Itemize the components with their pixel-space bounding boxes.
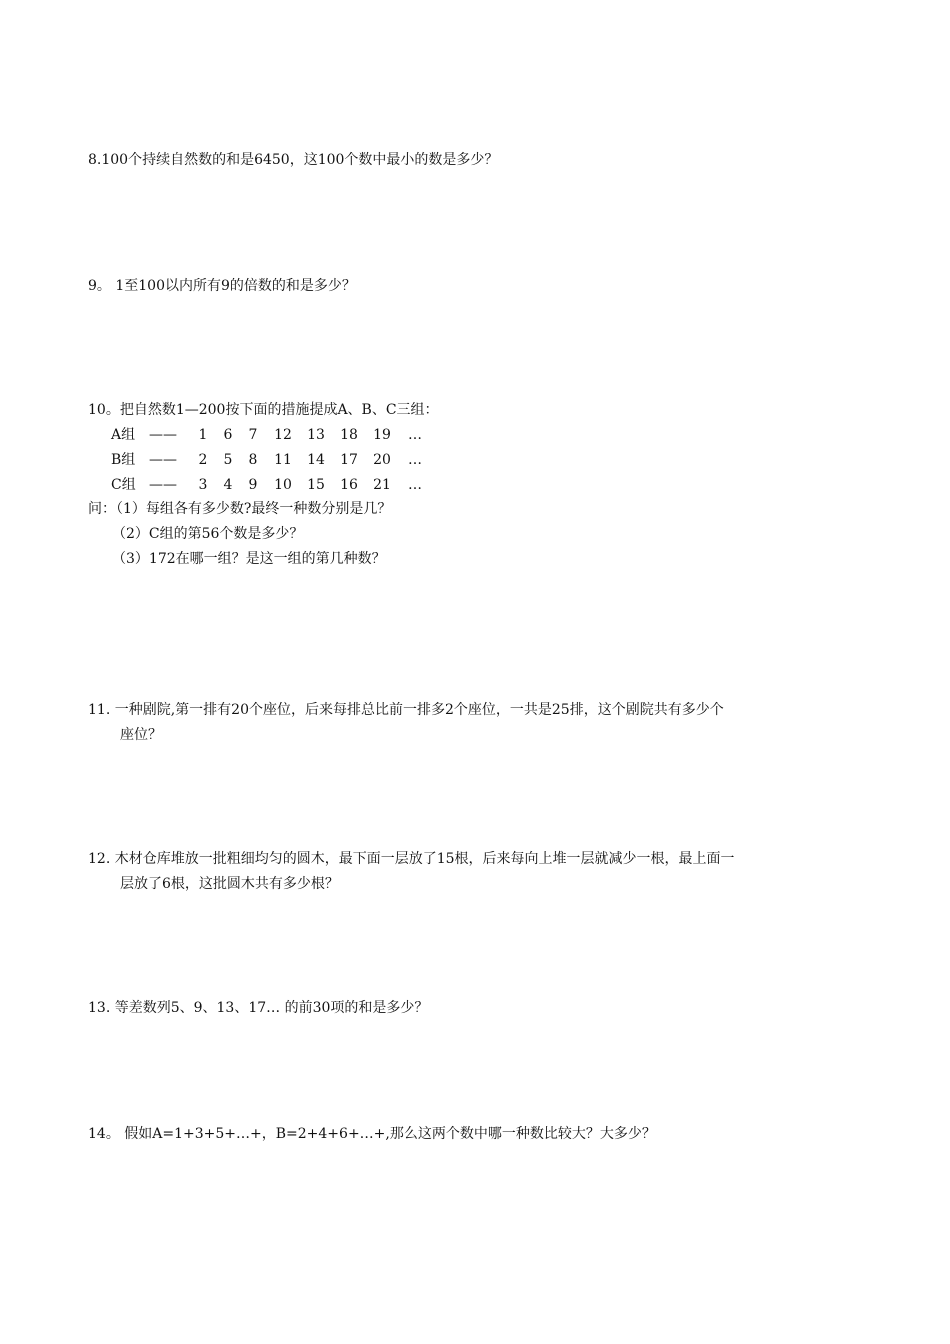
- group-value: 1: [198, 427, 208, 443]
- group-label: A组: [111, 427, 136, 443]
- group-ellipsis: …: [408, 427, 422, 443]
- question-12-line-2: 层放了6根，这批圆木共有多少根？: [120, 876, 339, 892]
- question-10-ask-3: （3）172在哪一组？是这一组的第几种数？: [112, 551, 386, 567]
- group-value: 18: [340, 427, 358, 443]
- group-value: 17: [340, 452, 358, 468]
- group-dash: ——: [149, 452, 177, 468]
- question-10-intro: 10。把自然数1—200按下面的措施提成A、B、C三组：: [88, 402, 439, 418]
- question-14: 14。 假如A=1+3+5+…+，B=2+4+6+…+,那么这两个数中哪一种数比较大？大多少？: [88, 1126, 656, 1142]
- group-dash: ——: [149, 477, 177, 493]
- group-value: 15: [307, 477, 325, 493]
- group-row-c: [111, 475, 451, 495]
- group-value: 11: [274, 452, 292, 468]
- group-dash: ——: [149, 427, 177, 443]
- group-value: 3: [198, 477, 208, 493]
- group-value: 5: [223, 452, 233, 468]
- group-value: 21: [373, 477, 391, 493]
- group-value: 13: [307, 427, 325, 443]
- group-value: 9: [248, 477, 258, 493]
- group-value: 2: [198, 452, 208, 468]
- group-value: 19: [373, 427, 391, 443]
- group-label: B组: [111, 452, 136, 468]
- question-9: 9。 1至100以内所有9的倍数的和是多少？: [88, 278, 356, 294]
- group-value: 16: [340, 477, 358, 493]
- group-row-a: [111, 425, 451, 445]
- group-value: 4: [223, 477, 233, 493]
- question-11-line-2: 座位？: [120, 727, 162, 743]
- group-value: 12: [274, 427, 292, 443]
- group-value: 20: [373, 452, 391, 468]
- question-10-ask-2: （2）C组的第56个数是多少？: [112, 526, 304, 542]
- group-value: 14: [307, 452, 325, 468]
- question-12-line-1: 12. 木材仓库堆放一批粗细均匀的圆木，最下面一层放了15根，后来每向上堆一层就减少一根，最上面一: [88, 851, 735, 867]
- group-ellipsis: …: [408, 452, 422, 468]
- question-11-line-1: 11. 一种剧院,第一排有20个座位，后来每排总比前一排多2个座位，一共是25排，这个剧院共有多少个: [88, 702, 724, 718]
- group-label: C组: [111, 477, 136, 493]
- question-10-ask-1: 问：（1）每组各有多少数?最终一种数分别是几？: [88, 501, 392, 517]
- group-value: 6: [223, 427, 233, 443]
- group-value: 7: [248, 427, 258, 443]
- group-row-b: [111, 450, 451, 470]
- question-13: 13. 等差数列5、9、13、17… 的前30项的和是多少？: [88, 1000, 429, 1016]
- group-value: 8: [248, 452, 258, 468]
- question-8: 8.100个持续自然数的和是6450，这100个数中最小的数是多少？: [88, 152, 499, 168]
- group-value: 10: [274, 477, 292, 493]
- group-ellipsis: …: [408, 477, 422, 493]
